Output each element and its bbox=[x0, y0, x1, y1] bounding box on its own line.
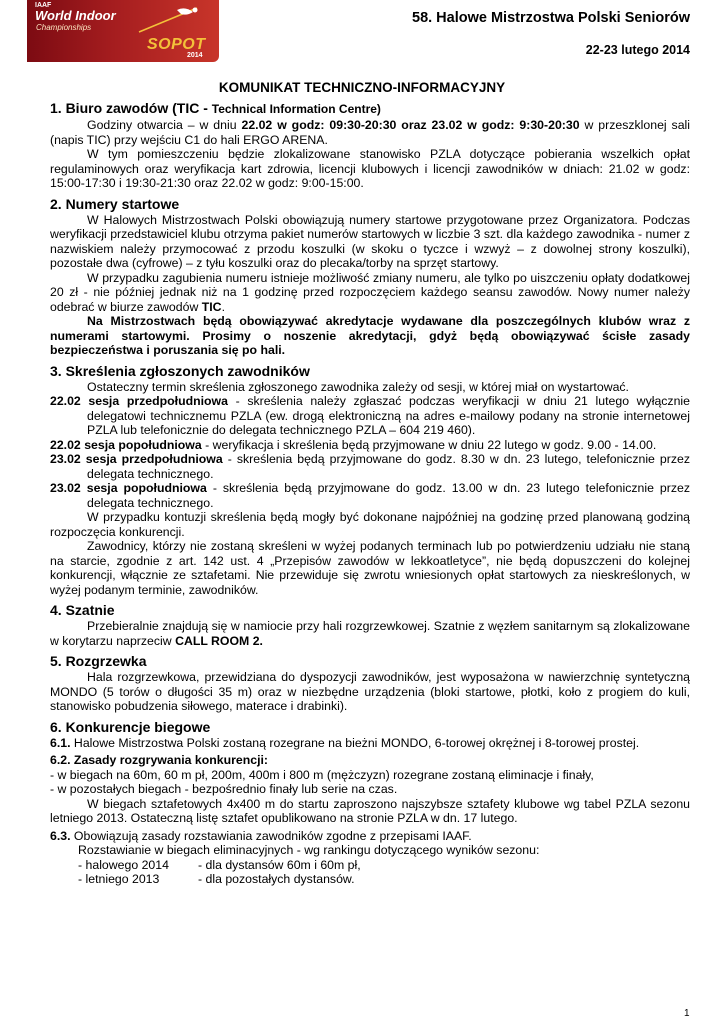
section-biuro-zawodow bbox=[50, 99, 690, 191]
document-body bbox=[50, 99, 690, 887]
championships-logo bbox=[27, 0, 219, 62]
section-heading: 4. Szatnie bbox=[50, 602, 115, 618]
section-heading: 2. Numery startowe bbox=[50, 195, 180, 212]
list-item: 22.02 sesja popołudniowa - weryfikacja i skreślenia będą przyjmowane w dniu 22 lutego w godz. 9.00 - 14.00. bbox=[50, 437, 657, 452]
document-title: KOMUNIKAT TECHNICZNO-INFORMACYJNY bbox=[218, 80, 506, 95]
logo-year-text: 2014 bbox=[187, 52, 203, 59]
section-heading: 3. Skreślenia zgłoszonych zawodników bbox=[50, 362, 310, 379]
seeding-row: - letniego 2013 - dla pozostałych dystansów. bbox=[78, 872, 355, 886]
page-number: 1 bbox=[684, 1008, 690, 1019]
section-konkurencje-biegowe bbox=[50, 718, 690, 887]
paragraph: Ostateczny termin skreślenia zgłoszonego zawodnika zależy od sesji, w której miał on wystartować. bbox=[87, 379, 629, 394]
list-item: 23.02 sesja popołudniowa - skreślenia będą przyjmowane do godz. 13.00 w dn. 23 lutego telefonicznie przez delegata technicznego. bbox=[50, 481, 690, 510]
section-heading: 6. Konkurencje biegowe bbox=[50, 718, 211, 735]
paragraph: W tym pomieszczeniu będzie zlokalizowane stanowisko PZLA dotyczące pobierania wszelkich opłat regulaminowych oraz weryfikacja kart zdrowia, licencji klubowych i licencji zawodników w dniach: 21.02 w godz: 15:00-17:30 i 19:30-21:30 oraz 22.02 w godz: 9:00-15:00. bbox=[50, 147, 690, 190]
paragraph-6-3: 6.3. Obowiązują zasady rozstawiania zawodników zgodne z przepisami IAAF. bbox=[50, 828, 472, 843]
section-heading: 1. Biuro zawodów (TIC - Technical Information Centre) bbox=[50, 100, 381, 116]
paragraph: W biegach sztafetowych 4x400 m do startu zaproszono najszybsze sztafety klubowe wg tabel PZLA sezonu letniego 2013. Ostateczną listę sztafet opublikowano na stronie PZLA w dn. 17 lutego. bbox=[50, 796, 690, 825]
paragraph-6-1: 6.1. Halowe Mistrzostwa Polski zostaną rozegrane na bieżni MONDO, 6-torowej okrężnej i 8-torowej prostej. bbox=[50, 735, 640, 750]
logo-world-indoor-text: World Indoor bbox=[35, 8, 116, 23]
list-item: 22.02 sesja przedpołudniowa - skreślenia należy zgłaszać podczas weryfikacji w dniu 21 lutego wyłącznie delegatowi technicznemu PZLA (ew. drogą elektroniczną na adres e-mailowy podany na stronie internetowej PZLA lub telefonicznie do delegata technicznego PZLA – 604 219 460). bbox=[50, 394, 690, 437]
section-szatnie bbox=[50, 601, 690, 648]
section-heading: 5. Rozgrzewka bbox=[50, 653, 147, 669]
section-numery-startowe bbox=[50, 195, 690, 358]
subheading-6-2: 6.2. Zasady rozgrywania konkurencji: bbox=[50, 753, 269, 767]
section-rozgrzewka bbox=[50, 652, 690, 714]
logo-iaaf-text: IAAF bbox=[35, 2, 52, 9]
header-date: 22-23 lutego 2014 bbox=[585, 43, 690, 57]
paragraph: Przebieralnie znajdują się w namiocie przy hali rozgrzewkowej. Szatnie z węzłem sanitarnym są zlokalizowane w korytarzu naprzeciw CALL ROOM 2. bbox=[50, 619, 690, 648]
paragraph: Godziny otwarcia – w dniu 22.02 w godz: 09:30-20:30 oraz 23.02 w godz: 9:30-20:30 w przeszklonej sali (napis TIC) przy wejściu C1 do hali ERGO ARENA. bbox=[50, 118, 691, 147]
list-item: 23.02 sesja przedpołudniowa - skreślenia będą przyjmowane do godz. 8.30 w dn. 23 lutego, telefonicznie przez delegata technicznego. bbox=[50, 452, 690, 481]
header-title: 58. Halowe Mistrzostwa Polski Seniorów bbox=[412, 10, 690, 26]
logo-championships-text: Championships bbox=[36, 23, 92, 32]
paragraph: Rozstawianie w biegach eliminacyjnych - wg rankingu dotyczącego wyników sezonu: bbox=[78, 843, 540, 857]
seeding-row: - halowego 2014 - dla dystansów 60m i 60m pł, bbox=[78, 857, 361, 872]
paragraph: Hala rozgrzewkowa, przewidziana do dyspozycji zawodników, jest wyposażona w nawierzchnię syntetyczną MONDO (5 torów o długości 35 m) oraz w niezbędne urządzenia (bloki startowe, płotki, koło z progiem do kuli, stanowisko pobudzenia siłowego, materace i drabinki). bbox=[50, 670, 690, 713]
pole-vaulter-icon bbox=[137, 4, 207, 34]
section-skreslenia bbox=[50, 362, 690, 598]
paragraph: W przypadku zagubienia numeru istnieje możliwość zmiany numeru, ale tylko po uiszczeniu opłaty dodatkowej 20 zł - nie później jednak niż na 1 godzinę przed rozpoczęciem każdego seansu zawodów. Nowy numer należy odebrać w biurze zawodów TIC. bbox=[50, 270, 690, 314]
paragraph: W przypadku kontuzji skreślenia będą mogły być dokonane najpóźniej na godzinę przed planowaną godziną rozpoczęcia konkurencji. bbox=[50, 510, 690, 539]
paragraph: Zawodnicy, którzy nie zostaną skreśleni w wyżej podanych terminach lub po potwierdzeniu udziału nie staną na starcie, zgodnie z art. 142 ust. 4 „Przepisów zawodów w lekkoatletyce”, nie będą dopuszczeni do kolejnej konkurencji, włącznie ze sztafetami. Nie przewiduje się zwrotu wniesionych opłat startowych za nieskreślonych, w wyżej podanym terminie, zawodników. bbox=[50, 539, 690, 597]
list-line: - w pozostałych biegach - bezpośrednio finały lub serie na czas. bbox=[50, 782, 398, 796]
paragraph: W Halowych Mistrzostwach Polski obowiązują numery startowe przygotowane przez Organizatora. Podczas weryfikacji przedstawiciel klubu otrzyma pakiet numerów startowych w liczbie 3 szt. dla każdego zawodnika - numer z nazwiskiem należy przymocować z przodu koszulki (w skoku o tyczce i wzwyż – z dowolnej strony koszulki), pozostałe dwa (cyfrowe) – z tyłu koszulki oraz do plecaka/torby na sprzęt startowy. bbox=[50, 212, 690, 270]
logo-sopot-text: SOPOT bbox=[147, 36, 206, 53]
paragraph-bold: Na Mistrzostwach będą obowiązywać akredytacje wydawane dla poszczególnych klubów wraz z numerami startowymi. Prosimy o noszenie akredytacji, gdyż będą obowiązywać ścisłe zasady bezpieczeństwa i poruszania się po hali. bbox=[50, 314, 690, 357]
list-line: - w biegach na 60m, 60 m pł, 200m, 400m i 800 m (mężczyzn) rozegrane zostaną eliminacje i finały, bbox=[50, 767, 594, 782]
